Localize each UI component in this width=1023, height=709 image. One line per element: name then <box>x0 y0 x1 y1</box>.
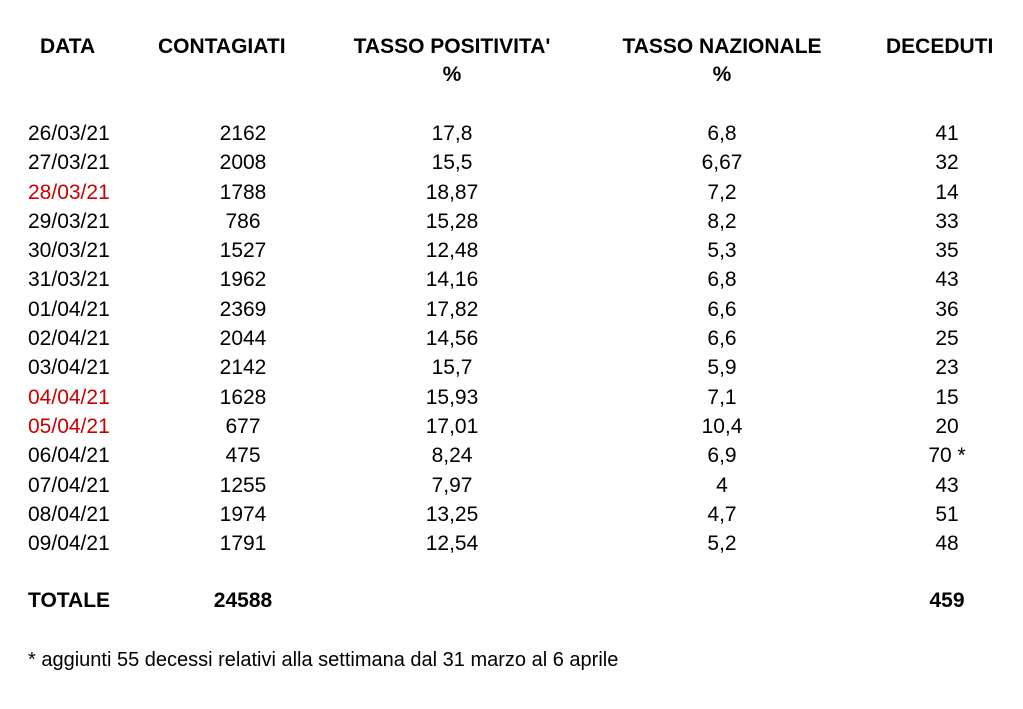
cell-infected: 1255 <box>219 473 267 497</box>
cell-date: 28/03/21 <box>28 180 110 204</box>
table-row <box>0 295 1023 324</box>
cell-infected: 2044 <box>219 327 267 351</box>
cell-date: 26/03/21 <box>28 122 110 145</box>
cell-national: 4 <box>716 473 728 497</box>
cell-infected: 2008 <box>219 151 267 175</box>
total-label: TOTALE <box>28 589 111 612</box>
cell-deaths: 70 * <box>928 444 966 468</box>
cell-date: 31/03/21 <box>28 268 110 292</box>
header-positivity-line2: % <box>442 63 462 86</box>
cell-national: 6,9 <box>707 444 737 468</box>
cell-deaths: 23 <box>935 356 959 380</box>
cell-positivity: 8,24 <box>431 444 473 468</box>
cell-positivity: 14,16 <box>425 268 479 292</box>
cell-positivity: 15,28 <box>425 209 479 233</box>
cell-deaths: 51 <box>935 502 959 526</box>
table-row <box>0 119 1023 148</box>
cell-date: 29/03/21 <box>28 209 110 233</box>
cell-infected: 1788 <box>219 180 267 204</box>
cell-infected: 2142 <box>219 356 267 380</box>
footnote: * aggiunti 55 decessi relativi alla settimana dal 31 marzo al 6 aprile <box>28 649 619 671</box>
cell-positivity: 17,8 <box>431 122 473 145</box>
table-row <box>0 265 1023 294</box>
cell-positivity: 15,5 <box>431 151 473 175</box>
cell-national: 6,6 <box>707 327 737 351</box>
cell-date: 05/04/21 <box>28 414 110 438</box>
table-row <box>0 324 1023 353</box>
table-row <box>0 441 1023 470</box>
header-national-line1: TASSO NAZIONALE <box>622 35 822 58</box>
cell-deaths: 15 <box>935 385 959 409</box>
cell-positivity: 15,7 <box>431 356 473 380</box>
cell-infected: 1962 <box>219 268 267 292</box>
table-row <box>0 148 1023 177</box>
cell-date: 06/04/21 <box>28 444 110 468</box>
cell-national: 6,8 <box>707 268 737 292</box>
cell-national: 8,2 <box>707 209 737 233</box>
cell-deaths: 43 <box>935 473 959 497</box>
cell-date: 03/04/21 <box>28 356 110 380</box>
cell-positivity: 18,87 <box>425 180 479 204</box>
cell-deaths: 25 <box>935 327 959 351</box>
cell-date: 04/04/21 <box>28 385 110 409</box>
header-positivity <box>354 33 551 89</box>
table-row <box>0 207 1023 236</box>
cell-date: 02/04/21 <box>28 327 110 351</box>
cell-infected: 2162 <box>219 122 267 145</box>
cell-deaths: 33 <box>935 209 959 233</box>
table-row <box>0 412 1023 441</box>
total-deaths: 459 <box>929 589 965 612</box>
cell-positivity: 17,01 <box>425 414 479 438</box>
table-row <box>0 236 1023 265</box>
cell-national: 5,2 <box>707 532 737 556</box>
cell-positivity: 15,93 <box>425 385 479 409</box>
cell-infected: 1628 <box>219 385 267 409</box>
cell-date: 07/04/21 <box>28 473 110 497</box>
header-national <box>622 33 821 89</box>
cell-deaths: 20 <box>935 414 959 438</box>
cell-national: 6,8 <box>707 122 737 145</box>
header-deaths: DECEDUTI <box>886 35 994 58</box>
cell-deaths: 36 <box>935 297 959 321</box>
cell-deaths: 41 <box>935 122 959 145</box>
cell-infected: 475 <box>225 444 261 468</box>
table-row <box>0 383 1023 412</box>
cell-date: 30/03/21 <box>28 239 110 263</box>
header-positivity-line1: TASSO POSITIVITA' <box>353 35 551 58</box>
cell-positivity: 7,97 <box>431 473 473 497</box>
cell-date: 27/03/21 <box>28 151 110 175</box>
cell-deaths: 32 <box>935 151 959 175</box>
data-table-body <box>0 119 1023 558</box>
cell-deaths: 43 <box>935 268 959 292</box>
cell-positivity: 14,56 <box>425 327 479 351</box>
cell-national: 5,9 <box>707 356 737 380</box>
cell-date: 08/04/21 <box>28 502 110 526</box>
cell-date: 09/04/21 <box>28 532 110 556</box>
cell-deaths: 48 <box>935 532 959 556</box>
table-row <box>0 529 1023 558</box>
cell-infected: 1527 <box>219 239 267 263</box>
cell-infected: 786 <box>225 209 261 233</box>
table-row <box>0 353 1023 382</box>
cell-infected: 677 <box>225 414 261 438</box>
cell-national: 4,7 <box>707 502 737 526</box>
table-row <box>0 178 1023 207</box>
cell-deaths: 35 <box>935 239 959 263</box>
cell-positivity: 12,48 <box>425 239 479 263</box>
cell-positivity: 17,82 <box>425 297 479 321</box>
cell-national: 5,3 <box>707 239 737 263</box>
total-infected: 24588 <box>213 589 273 612</box>
cell-infected: 1974 <box>219 502 267 526</box>
header-national-line2: % <box>712 63 732 86</box>
cell-national: 6,6 <box>707 297 737 321</box>
cell-positivity: 13,25 <box>425 502 479 526</box>
cell-national: 7,2 <box>707 180 737 204</box>
cell-deaths: 14 <box>935 180 959 204</box>
header-date: DATA <box>40 35 96 58</box>
cell-date: 01/04/21 <box>28 297 110 321</box>
cell-infected: 2369 <box>219 297 267 321</box>
table-row <box>0 500 1023 529</box>
table-row <box>0 471 1023 500</box>
cell-national: 6,67 <box>701 151 743 175</box>
cell-national: 7,1 <box>707 385 737 409</box>
cell-national: 10,4 <box>701 414 743 438</box>
header-infected: CONTAGIATI <box>158 35 286 58</box>
cell-positivity: 12,54 <box>425 532 479 556</box>
cell-infected: 1791 <box>219 532 267 556</box>
